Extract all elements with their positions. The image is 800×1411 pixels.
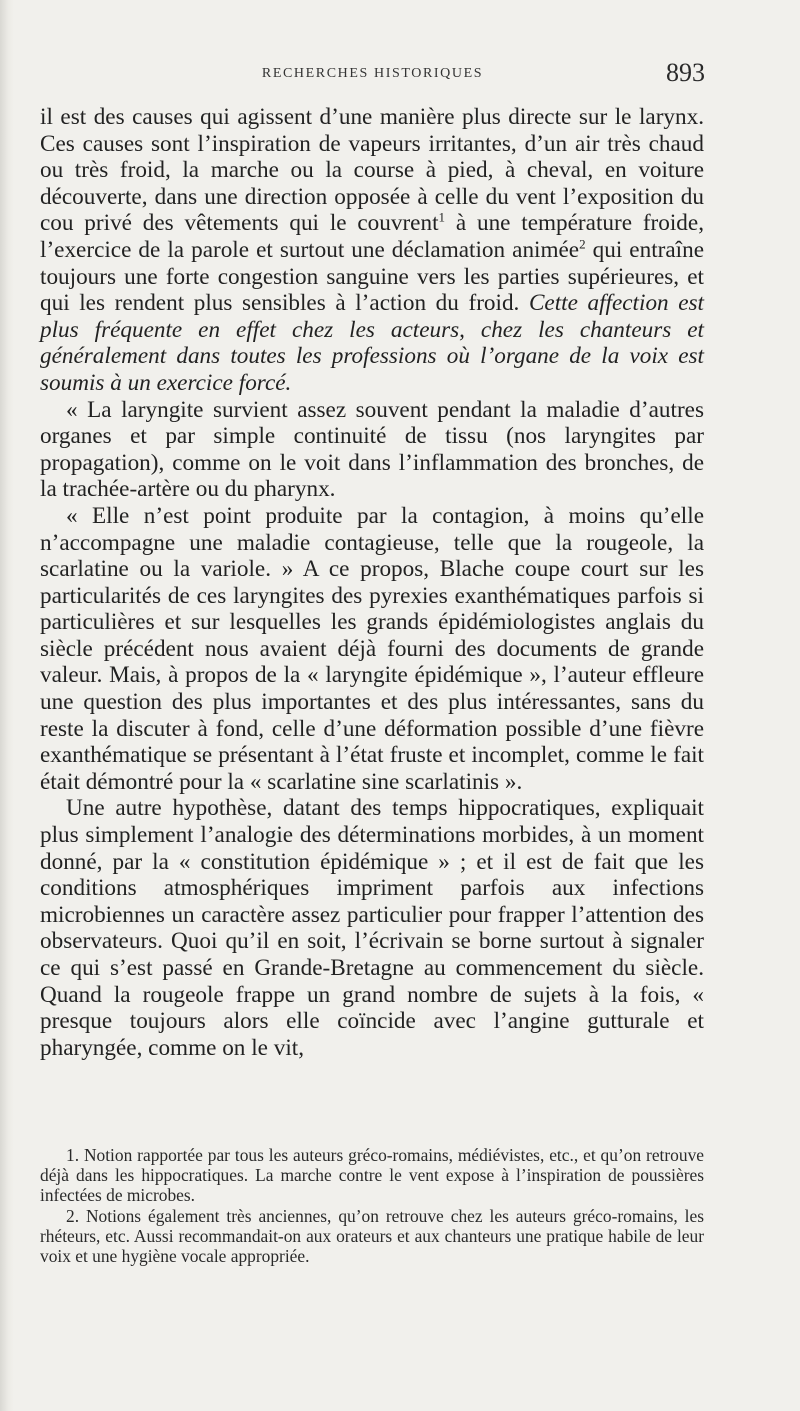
running-title: RECHERCHES HISTORIQUES [261, 66, 484, 81]
page-gutter-shadow [0, 0, 14, 1411]
footnote: 2. Notions également très anciennes, qu’on retrouve chez les auteurs gréco-romains, les rhéteurs, etc. Aussi recommandait-on aux orateurs et aux chanteurs une pratique habile de leur voix et une hygiène vocale appropriée. [40, 1205, 704, 1267]
footnote-ref: 1 [438, 209, 446, 225]
footnote-ref: 2 [579, 236, 586, 252]
italic-text: Cette affection est plus fréquente en effet chez les acteurs, chez les chanteurs et généralement dans toutes les professions où l’organe de la voix est soumis à un exercice forcé. [40, 290, 704, 396]
page-number: 893 [666, 58, 705, 87]
paragraph: « La laryngite survient assez souvent pendant la maladie d’autres organes et par simple continuité de tissu (nos laryngites par propagation), comme on le voit dans l’inflammation des bronches, de la trachée-artère ou du pharynx. [40, 396, 704, 503]
page-header [40, 58, 705, 88]
main-text [40, 104, 704, 1061]
paragraph-text: il est des causes qui agissent d’une manière plus directe sur le larynx. Ces causes sont l’inspiration de vapeurs irritantes, d’un air très chaud ou très froid, la marche ou la course à pied, à cheval, en voiture découverte, dans une direction opposée à celle du vent l’exposition du cou privé des vêtements qui le couvrent [40, 104, 704, 237]
footnote: 1. Notion rapportée par tous les auteurs gréco-romains, médiévistes, etc., et qu’on retrouve déjà dans les hippocratiques. La marche contre le vent expose à l’inspiration de poussières infectées de microbes. [40, 1145, 704, 1206]
paragraph-text: qui entraîne toujours une forte congestion sanguine vers les parties supérieures, et qui les rendent plus sensibles à l’action du froid. [40, 236, 704, 317]
paragraph-text: à une température froide, l’exercice de la parole et surtout une déclamation animée [40, 210, 704, 263]
footnotes [40, 1145, 704, 1266]
paragraph: « Elle n’est point produite par la contagion, à moins qu’elle n’accompagne une maladie contagieuse, telle que la rougeole, la scarlatine ou la variole. » A ce propos, Blache coupe court sur les particularités de ces laryngites des pyrexies exanthématiques parfois si particulières et sur lesquelles les grands épidémiologistes anglais du siècle précédent nous avaient déjà fourni des documents de grande valeur. Mais, à propos de la « laryngite épidémique », l’auteur effleure une question des plus importantes et des plus intéressantes, sans du reste la discuter à fond, celle d’une déformation possible d’une fièvre exanthématique se présentant à l’état fruste et incomplet, comme le fait était démontré pour la « scarlatine sine scarlatinis ». [40, 502, 704, 795]
paragraph: Une autre hypothèse, datant des temps hippocratiques, expliquait plus simplement l’analogie des déterminations morbides, à un moment donné, par la « constitution épidémique » ; et il est de fait que les conditions atmosphériques impriment parfois aux infections microbiennes un caractère assez particulier pour frapper l’attention des observateurs. Quoi qu’il en soit, l’écrivain se borne surtout à signaler ce qui s’est passé en Grande-Bretagne au commencement du siècle. Quand la rougeole frappe un grand nombre de sujets à la fois, « presque toujours alors elle coïncide avec l’angine gutturale et pharyngée, comme on le vit, [40, 795, 704, 1061]
paragraph [40, 104, 704, 397]
